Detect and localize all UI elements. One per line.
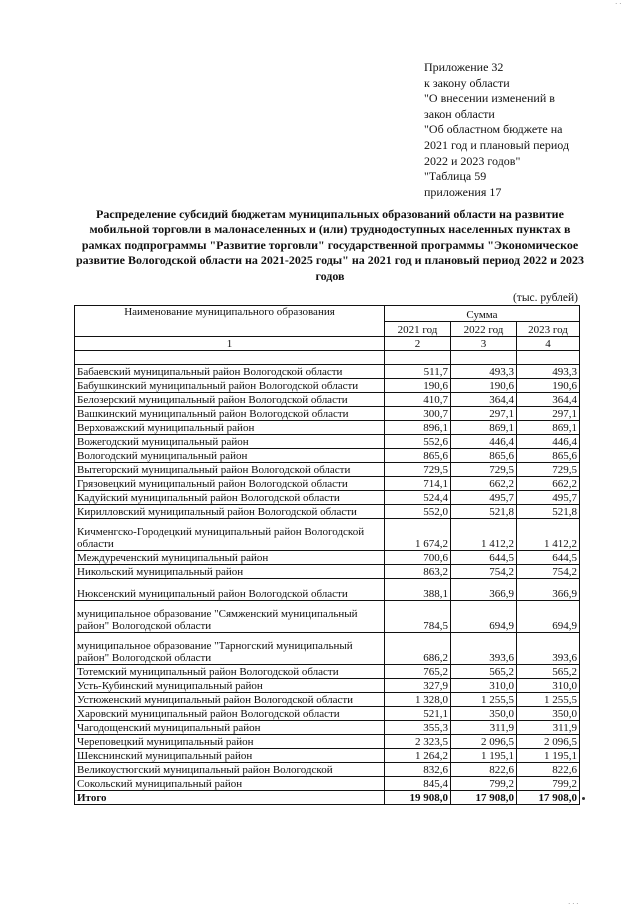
value-2021: 686,2	[385, 633, 451, 665]
value-2021: 2 323,5	[385, 735, 451, 749]
scan-mark-top: · ·	[615, 0, 622, 8]
subsidy-table	[74, 305, 580, 805]
table-row	[75, 505, 580, 519]
table-row	[75, 749, 580, 763]
value-2023: 495,7	[517, 491, 580, 505]
total-row	[75, 791, 580, 805]
value-2021: 300,7	[385, 407, 451, 421]
region-name: Бабушкинский муниципальный район Вологодской области	[75, 379, 385, 393]
col-number: 4	[517, 337, 580, 351]
header-name: Наименование муниципального образования	[75, 306, 385, 337]
value-2023: 393,6	[517, 633, 580, 665]
value-2023: 565,2	[517, 665, 580, 679]
value-2021: 729,5	[385, 463, 451, 477]
table-row	[75, 601, 580, 633]
appendix-line: приложения 17	[424, 184, 502, 199]
value-2021: 1 264,2	[385, 749, 451, 763]
region-name: Кирилловский муниципальный район Вологодской области	[75, 505, 385, 519]
appendix-line: к закону области	[424, 75, 510, 90]
total-2021: 19 908,0	[385, 791, 451, 805]
region-name: Усть-Кубинский муниципальный район	[75, 679, 385, 693]
appendix-line: "Об областном бюджете на	[424, 122, 563, 137]
table-row	[75, 565, 580, 579]
appendix-header	[424, 60, 594, 200]
region-name: Устюженский муниципальный район Вологодской области	[75, 693, 385, 707]
value-2022: 822,6	[451, 763, 517, 777]
region-name: Грязовецкий муниципальный район Вологодской области	[75, 477, 385, 491]
value-2021: 511,7	[385, 365, 451, 379]
region-name: Великоустюгский муниципальный район Вологодской	[75, 763, 385, 777]
spacer-row	[75, 351, 580, 365]
region-name: Чагодощенский муниципальный район	[75, 721, 385, 735]
value-2022: 190,6	[451, 379, 517, 393]
table-row	[75, 679, 580, 693]
table-row	[75, 633, 580, 665]
value-2021: 524,4	[385, 491, 451, 505]
value-2022: 495,7	[451, 491, 517, 505]
value-2023: 729,5	[517, 463, 580, 477]
region-name: Тотемский муниципальный район Вологодской области	[75, 665, 385, 679]
value-2023: 822,6	[517, 763, 580, 777]
table-row	[75, 491, 580, 505]
table-row	[75, 693, 580, 707]
value-2021: 521,1	[385, 707, 451, 721]
appendix-line: Приложение 32	[424, 60, 504, 74]
value-2021: 896,1	[385, 421, 451, 435]
value-2022: 565,2	[451, 665, 517, 679]
region-name: Харовский муниципальный район Вологодской области	[75, 707, 385, 721]
region-name: Междуреченский муниципальный район	[75, 551, 385, 565]
value-2021: 845,4	[385, 777, 451, 791]
region-name: Кадуйский муниципальный район Вологодской области	[75, 491, 385, 505]
appendix-line: закон области	[424, 106, 495, 121]
table-row	[75, 393, 580, 407]
value-2021: 865,6	[385, 449, 451, 463]
units-label: (тыс. рублей)	[512, 292, 578, 304]
region-name: Шекснинский муниципальный район	[75, 749, 385, 763]
table-row	[75, 707, 580, 721]
value-2023: 1 255,5	[517, 693, 580, 707]
header-year-2022: 2022 год	[451, 322, 517, 337]
value-2022: 694,9	[451, 601, 517, 633]
value-2021: 1 328,0	[385, 693, 451, 707]
table-row	[75, 449, 580, 463]
table-row	[75, 735, 580, 749]
appendix-line: "О внесении изменений в	[424, 91, 555, 106]
value-2023: 493,3	[517, 365, 580, 379]
value-2023: 310,0	[517, 679, 580, 693]
value-2021: 327,9	[385, 679, 451, 693]
header-year-2021: 2021 год	[385, 322, 451, 337]
table-row	[75, 551, 580, 565]
value-2022: 366,9	[451, 579, 517, 601]
region-name: Бабаевский муниципальный район Вологодской области	[75, 365, 385, 379]
value-2021: 1 674,2	[385, 519, 451, 551]
region-name: Вытегорский муниципальный район Вологодской области	[75, 463, 385, 477]
col-number: 2	[385, 337, 451, 351]
scan-mark-bottom: · · ·	[568, 900, 579, 908]
value-2021: 832,6	[385, 763, 451, 777]
value-2023: 2 096,5	[517, 735, 580, 749]
value-2022: 1 412,2	[451, 519, 517, 551]
total-2023: 17 908,0	[517, 791, 580, 805]
value-2021: 410,7	[385, 393, 451, 407]
value-2022: 446,4	[451, 435, 517, 449]
appendix-line: 2022 и 2023 годов"	[424, 153, 521, 168]
value-2023: 694,9	[517, 601, 580, 633]
value-2021: 863,2	[385, 565, 451, 579]
table-row	[75, 421, 580, 435]
value-2023: 644,5	[517, 551, 580, 565]
value-2023: 1 195,1	[517, 749, 580, 763]
value-2022: 521,8	[451, 505, 517, 519]
value-2022: 350,0	[451, 707, 517, 721]
region-name: муниципальное образование "Сямженский муниципальный район" Вологодской области	[75, 601, 385, 633]
value-2022: 2 096,5	[451, 735, 517, 749]
region-name: Вашкинский муниципальный район Вологодской области	[75, 407, 385, 421]
region-name: Сокольский муниципальный район	[75, 777, 385, 791]
region-name: Никольский муниципальный район	[75, 565, 385, 579]
total-2022: 17 908,0	[451, 791, 517, 805]
value-2022: 297,1	[451, 407, 517, 421]
table-row	[75, 407, 580, 421]
scan-dot	[582, 797, 585, 800]
value-2023: 662,2	[517, 477, 580, 491]
document-title: Распределение субсидий бюджетам муниципальных образований области на развитие мобильной торговли в малонаселенных и (или) труднодоступных населенных пунктах в рамках подпрограммы "Развитие торговли" государственной программы "Экономическое развитие Вологодской области на 2021-2025 годы" на 2021 год и плановый период 2022 и 2023 годов	[75, 207, 585, 283]
value-2021: 552,6	[385, 435, 451, 449]
total-label: Итого	[75, 791, 385, 805]
value-2021: 190,6	[385, 379, 451, 393]
value-2021: 552,0	[385, 505, 451, 519]
table-row	[75, 463, 580, 477]
region-name: Верховажский муниципальный район	[75, 421, 385, 435]
region-name: Кичменгско-Городецкий муниципальный район Вологодской области	[75, 519, 385, 551]
header-sum: Сумма	[385, 306, 580, 322]
value-2023: 521,8	[517, 505, 580, 519]
value-2022: 729,5	[451, 463, 517, 477]
table-row	[75, 519, 580, 551]
value-2022: 493,3	[451, 365, 517, 379]
value-2022: 799,2	[451, 777, 517, 791]
value-2023: 869,1	[517, 421, 580, 435]
region-name: Череповецкий муниципальный район	[75, 735, 385, 749]
value-2022: 310,0	[451, 679, 517, 693]
appendix-line: "Таблица 59	[424, 169, 487, 184]
value-2023: 865,6	[517, 449, 580, 463]
region-name: муниципальное образование "Тарногский муниципальный район" Вологодской области	[75, 633, 385, 665]
value-2022: 662,2	[451, 477, 517, 491]
header-year-2023: 2023 год	[517, 322, 580, 337]
value-2021: 765,2	[385, 665, 451, 679]
value-2023: 297,1	[517, 407, 580, 421]
value-2023: 754,2	[517, 565, 580, 579]
value-2022: 1 195,1	[451, 749, 517, 763]
value-2022: 364,4	[451, 393, 517, 407]
value-2022: 393,6	[451, 633, 517, 665]
table-row	[75, 721, 580, 735]
col-number: 1	[75, 337, 385, 351]
table-row	[75, 579, 580, 601]
value-2022: 1 255,5	[451, 693, 517, 707]
value-2023: 364,4	[517, 393, 580, 407]
value-2023: 311,9	[517, 721, 580, 735]
value-2021: 388,1	[385, 579, 451, 601]
value-2023: 1 412,2	[517, 519, 580, 551]
table-row	[75, 365, 580, 379]
value-2021: 355,3	[385, 721, 451, 735]
value-2023: 799,2	[517, 777, 580, 791]
table-row	[75, 477, 580, 491]
region-name: Вологодский муниципальный район	[75, 449, 385, 463]
region-name: Нюксенский муниципальный район Вологодской области	[75, 579, 385, 601]
appendix-line: 2021 год и плановый период	[424, 137, 570, 152]
value-2023: 446,4	[517, 435, 580, 449]
value-2021: 700,6	[385, 551, 451, 565]
table-row	[75, 379, 580, 393]
region-name: Вожегодский муниципальный район	[75, 435, 385, 449]
value-2023: 350,0	[517, 707, 580, 721]
value-2022: 754,2	[451, 565, 517, 579]
col-number: 3	[451, 337, 517, 351]
value-2022: 869,1	[451, 421, 517, 435]
table-row	[75, 777, 580, 791]
value-2021: 784,5	[385, 601, 451, 633]
value-2021: 714,1	[385, 477, 451, 491]
table-row	[75, 665, 580, 679]
value-2023: 190,6	[517, 379, 580, 393]
table-row	[75, 435, 580, 449]
value-2023: 366,9	[517, 579, 580, 601]
value-2022: 865,6	[451, 449, 517, 463]
value-2022: 644,5	[451, 551, 517, 565]
table-row	[75, 763, 580, 777]
value-2022: 311,9	[451, 721, 517, 735]
region-name: Белозерский муниципальный район Вологодской области	[75, 393, 385, 407]
